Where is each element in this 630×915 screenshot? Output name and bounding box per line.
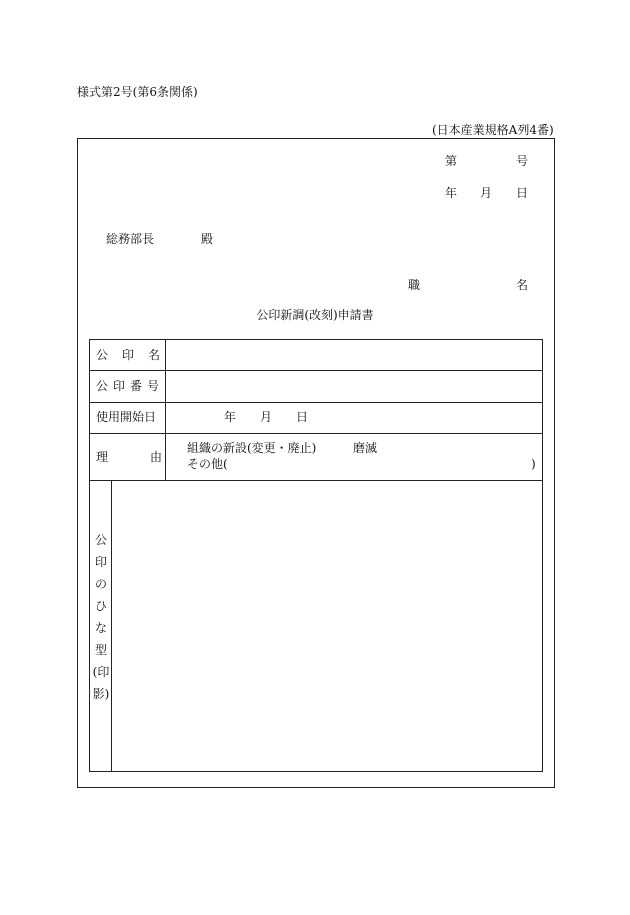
start-date-year[interactable]: 年 bbox=[224, 410, 237, 424]
impression-label-char: 影) bbox=[92, 687, 110, 701]
row-divider bbox=[90, 433, 542, 434]
reason-option-worn-out[interactable]: 磨滅 bbox=[353, 441, 378, 455]
start-date-day[interactable]: 日 bbox=[296, 410, 309, 424]
row-divider bbox=[90, 402, 542, 403]
impression-label bbox=[90, 534, 112, 710]
form-header: 様式第2号(第6条関係) bbox=[77, 85, 198, 99]
reason-option-new-organization[interactable]: 組織の新設(変更・廃止) bbox=[187, 441, 317, 455]
document-title: 公印新調(改刻)申請書 bbox=[256, 308, 374, 322]
date-month: 月 bbox=[480, 186, 493, 200]
impression-label-char: ひ bbox=[94, 599, 107, 613]
reason-other-close: ) bbox=[531, 457, 536, 471]
doc-number-suffix: 号 bbox=[516, 154, 529, 168]
seal-name-field[interactable] bbox=[168, 342, 540, 368]
doc-number-prefix: 第 bbox=[445, 154, 458, 168]
start-date-month[interactable]: 月 bbox=[260, 410, 273, 424]
date-day: 日 bbox=[516, 186, 529, 200]
paper-size-note: (日本産業規格A列4番) bbox=[432, 123, 554, 137]
start-date-label: 使用開始日 bbox=[96, 410, 157, 424]
row-divider bbox=[90, 370, 542, 371]
addressee-honorific: 殿 bbox=[201, 232, 214, 246]
impression-label-char: の bbox=[94, 577, 107, 591]
addressee-title: 総務部長 bbox=[106, 232, 155, 246]
application-table bbox=[89, 339, 543, 772]
seal-number-field[interactable] bbox=[168, 373, 540, 400]
applicant-position-label: 職 bbox=[408, 278, 421, 292]
impression-label-char: 印 bbox=[94, 555, 107, 569]
seal-impression-area[interactable] bbox=[114, 483, 540, 769]
impression-label-char: 型 bbox=[94, 643, 107, 657]
impression-label-char: 公 bbox=[94, 533, 107, 547]
impression-label-char: (印 bbox=[92, 665, 110, 679]
applicant-name-label: 名 bbox=[516, 278, 529, 292]
date-year: 年 bbox=[445, 186, 458, 200]
reason-label: 理由 bbox=[96, 450, 205, 464]
seal-name-label: 公印名 bbox=[96, 348, 175, 362]
reason-option-other[interactable]: その他( bbox=[187, 457, 228, 471]
seal-number-label: 公印番号 bbox=[96, 379, 165, 393]
row-divider bbox=[90, 480, 542, 481]
impression-label-char: な bbox=[94, 621, 107, 635]
